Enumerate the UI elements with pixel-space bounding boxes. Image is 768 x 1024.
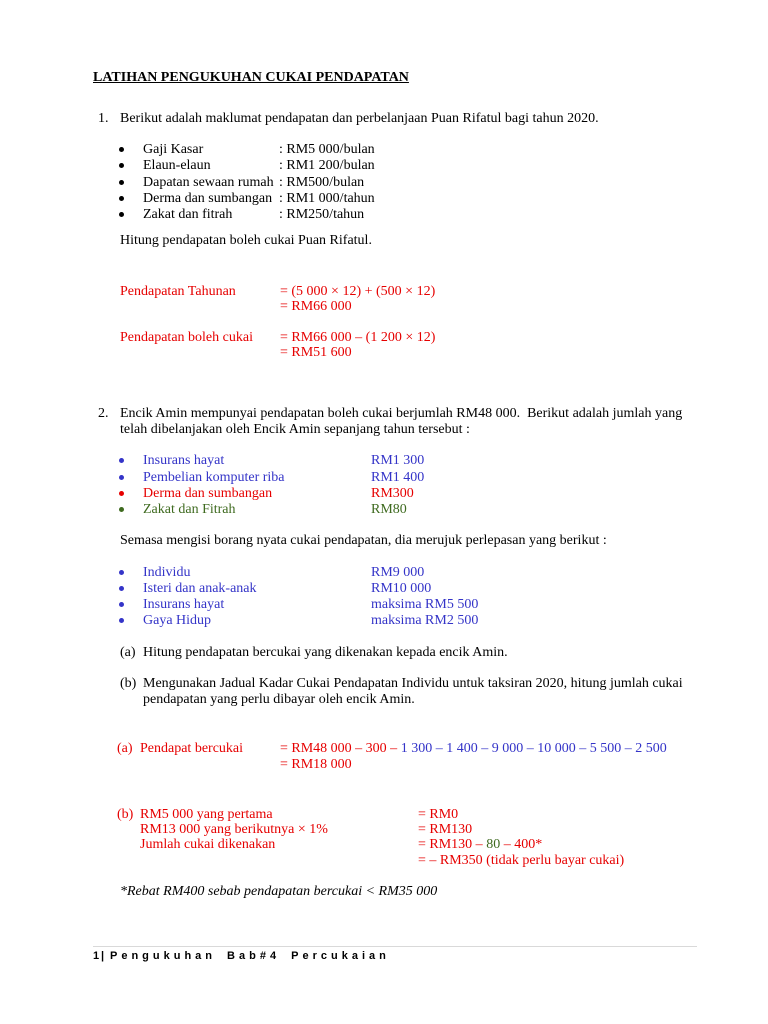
bullet-icon (119, 491, 124, 496)
relief-item (0, 564, 768, 581)
income-item-value: : RM500/bulan (279, 175, 365, 190)
relief-item-value: maksima RM2 500 (371, 613, 479, 628)
bullet-icon (119, 586, 124, 591)
footer-separator: | (101, 950, 105, 962)
question-intro: Berikut adalah maklumat pendapatan dan perbelanjaan Puan Rifatul bagi tahun 2020. (120, 111, 599, 126)
total-tax-result: = – RM350 (tidak perlu bayar cukai) (418, 853, 625, 868)
rebate-note: *Rebat RM400 sebab pendapatan bercukai < RM35 000 (120, 884, 438, 899)
relief-item-label: Insurans hayat (143, 597, 225, 612)
total-tax-calc-pre: = RM130 – (418, 837, 487, 852)
relief-item-value: RM10 000 (371, 581, 432, 596)
answer-a-calc (280, 740, 667, 757)
bullet-icon (119, 507, 124, 512)
question-intro-line: telah dibelanjakan oleh Encik Amin sepanjang tahun tersebut : (120, 422, 470, 437)
taxable-income-result: = RM51 600 (280, 345, 352, 360)
bullet-icon (119, 602, 124, 607)
expense-item (0, 501, 768, 518)
bullet-icon (119, 475, 124, 480)
question-number: 1. (98, 111, 109, 126)
relief-item-label: Gaya Hidup (143, 613, 212, 628)
relief-item-value: maksima RM5 500 (371, 597, 479, 612)
part-b-text-line: Mengunakan Jadual Kadar Cukai Pendapatan Individu untuk taksiran 2020, hitung jumlah cukai (143, 676, 683, 691)
income-item-value: : RM5 000/bulan (279, 142, 375, 157)
part-a-label: (a) (120, 645, 136, 660)
bullet-icon (119, 458, 124, 463)
income-item-label: Dapatan sewaan rumah (143, 175, 274, 190)
answer-a-label: (a) (117, 741, 133, 756)
income-item-value: : RM1 200/bulan (279, 158, 375, 173)
relief-intro: Semasa mengisi borang nyata cukai pendapatan, dia merujuk perlepasan yang berikut : (120, 533, 607, 548)
expense-item (0, 469, 768, 486)
relief-item-value: RM9 000 (371, 565, 425, 580)
expense-item-label: Zakat dan Fitrah (143, 502, 236, 517)
question-task: Hitung pendapatan boleh cukai Puan Rifatul. (120, 233, 372, 248)
part-b-text-line: pendapatan yang perlu dibayar oleh encik Amin. (143, 692, 415, 707)
footer-text: Pengukuhan Bab#4 Percukaian (110, 950, 390, 962)
first-band-label: RM5 000 yang pertama (140, 807, 273, 822)
annual-income-label: Pendapatan Tahunan (120, 284, 236, 299)
relief-item (0, 612, 768, 629)
answer-a-title: Pendapat bercukai (140, 741, 244, 756)
page-number: 1 (93, 950, 100, 962)
question-number: 2. (98, 406, 109, 421)
total-tax-calc-post: – 400* (500, 837, 543, 852)
relief-item (0, 580, 768, 597)
expense-item-label: Pembelian komputer riba (143, 470, 285, 485)
next-band-tax: = RM130 (418, 822, 473, 837)
bullet-icon (119, 196, 124, 201)
first-band-tax: = RM0 (418, 807, 459, 822)
income-item (0, 141, 768, 158)
question-intro-line: Encik Amin mempunyai pendapatan boleh cukai berjumlah RM48 000. Berikut adalah jumlah yang (120, 406, 683, 421)
income-item-value: : RM1 000/tahun (279, 191, 375, 206)
total-tax-calc (418, 836, 542, 853)
part-a-text: Hitung pendapatan bercukai yang dikenakan kepada encik Amin. (143, 645, 508, 660)
answer-a-result: = RM18 000 (280, 757, 352, 772)
expense-item-label: Insurans hayat (143, 453, 225, 468)
expense-item-value: RM1 400 (371, 470, 425, 485)
part-b-label: (b) (120, 676, 137, 691)
page-footer (93, 949, 390, 963)
income-item-label: Gaji Kasar (143, 142, 204, 157)
relief-item (0, 596, 768, 613)
taxable-income-label: Pendapatan boleh cukai (120, 330, 253, 345)
annual-income-result: = RM66 000 (280, 299, 352, 314)
income-item (0, 174, 768, 191)
income-item (0, 190, 768, 207)
expense-item-value: RM300 (371, 486, 414, 501)
relief-item-label: Individu (143, 565, 191, 580)
income-item (0, 206, 768, 223)
total-tax-label: Jumlah cukai dikenakan (140, 837, 276, 852)
expense-item (0, 485, 768, 502)
expense-item (0, 452, 768, 469)
total-tax-calc-zakat: 80 (486, 837, 501, 852)
answer-a-calc-blue: 1 300 – 1 400 – 9 000 – 10 000 – 5 500 – 2 500 (400, 741, 667, 756)
relief-item-label: Isteri dan anak-anak (143, 581, 257, 596)
next-band-label: RM13 000 yang berikutnya × 1% (140, 822, 328, 837)
income-item-label: Elaun-elaun (143, 158, 211, 173)
income-item-value: : RM250/tahun (279, 207, 365, 222)
answer-b-label: (b) (117, 807, 134, 822)
taxable-income-calc: = RM66 000 – (1 200 × 12) (280, 330, 436, 345)
answer-a-calc-red: = RM48 000 – 300 – (280, 741, 401, 756)
bullet-icon (119, 163, 124, 168)
bullet-icon (119, 570, 124, 575)
expense-item-value: RM1 300 (371, 453, 425, 468)
bullet-icon (119, 180, 124, 185)
footer-divider (93, 946, 697, 947)
bullet-icon (119, 212, 124, 217)
income-item (0, 157, 768, 174)
income-item-label: Derma dan sumbangan (143, 191, 273, 206)
bullet-icon (119, 618, 124, 623)
annual-income-calc: = (5 000 × 12) + (500 × 12) (280, 284, 436, 299)
page-title: LATIHAN PENGUKUHAN CUKAI PENDAPATAN (93, 70, 409, 85)
expense-item-value: RM80 (371, 502, 407, 517)
expense-item-label: Derma dan sumbangan (143, 486, 273, 501)
income-item-label: Zakat dan fitrah (143, 207, 233, 222)
bullet-icon (119, 147, 124, 152)
